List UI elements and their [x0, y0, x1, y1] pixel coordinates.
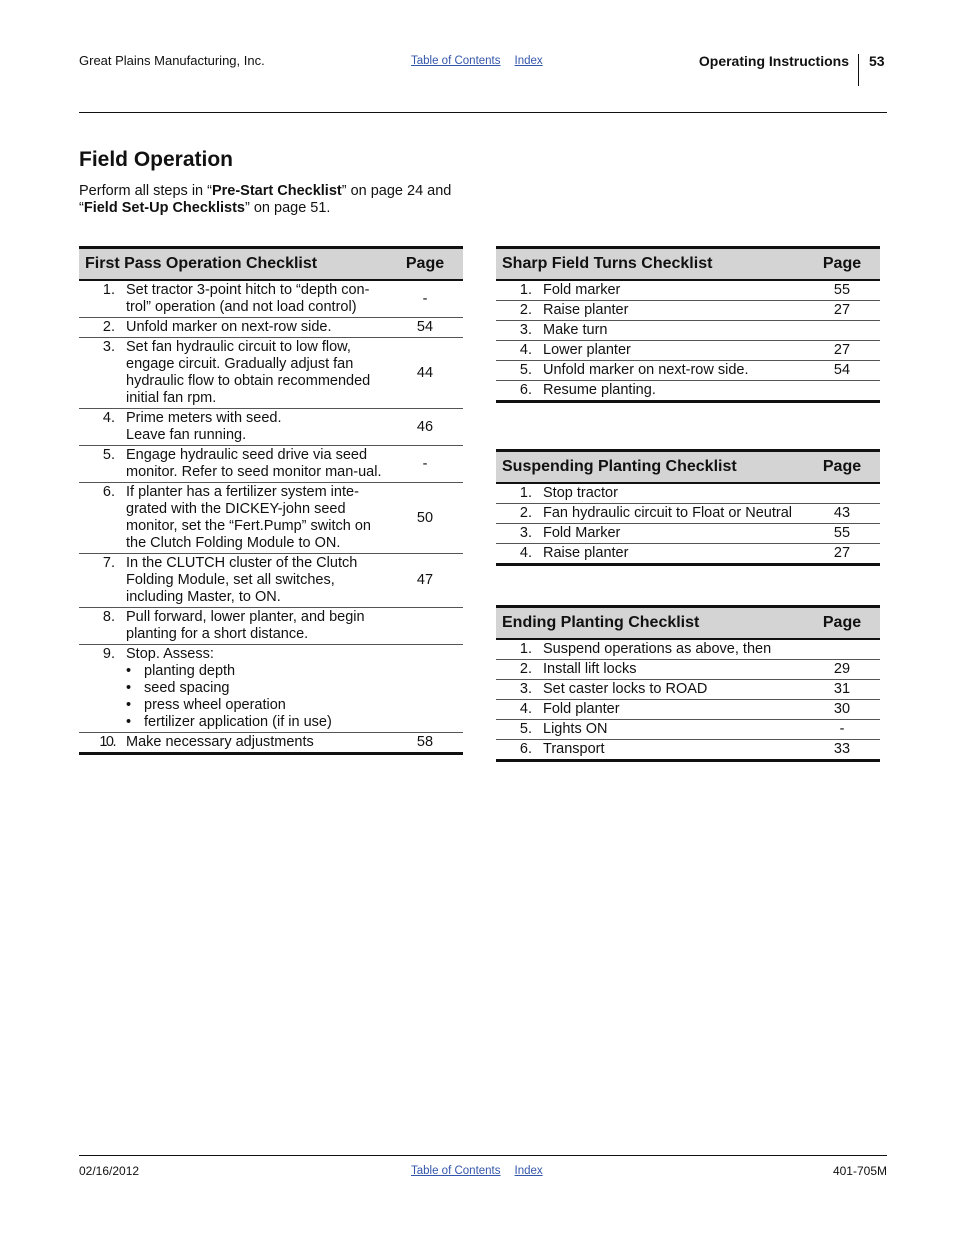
- step-text: [532, 544, 804, 565]
- step-description: Stop. Assess:: [126, 646, 214, 662]
- table-row: [79, 318, 463, 338]
- page-reference: [387, 645, 463, 733]
- header-rule: [79, 112, 887, 113]
- step-text: [532, 504, 804, 524]
- page-column-header: Page: [387, 248, 463, 281]
- page-reference: 54: [387, 318, 463, 338]
- step-description: Set fan hydraulic circuit to low flow, engage circuit. Gradually adjust fan hydraulic flow to obtain recommended initial fan rpm.: [126, 339, 371, 406]
- step-number: 1.: [519, 485, 532, 501]
- sharp-field-turns-checklist-table: [496, 246, 880, 403]
- table-of-contents-link[interactable]: Table of Contents: [411, 1165, 501, 1177]
- step-description: Prime meters with seed.: [126, 410, 282, 426]
- table-row: [79, 483, 463, 554]
- table-row: [496, 321, 880, 341]
- table-row: [79, 446, 463, 483]
- step-number: 2.: [496, 660, 532, 680]
- table-row: [79, 280, 463, 318]
- page-reference: 33: [804, 740, 880, 761]
- intro-text-3: ” on page 51.: [245, 200, 331, 216]
- step-text: [532, 700, 804, 720]
- table-title: First Pass Operation Checklist: [79, 248, 387, 281]
- step-description: Lower planter: [543, 342, 631, 358]
- step-number: 1.: [519, 282, 532, 298]
- page-reference: 43: [804, 504, 880, 524]
- suspending-planting-checklist-table: [496, 449, 880, 566]
- table-of-contents-link[interactable]: Table of Contents: [411, 55, 501, 67]
- step-number: 6.: [496, 740, 532, 761]
- page-reference: 27: [804, 544, 880, 565]
- page-reference: -: [422, 290, 428, 307]
- step-description: Unfold marker on next-row side.: [543, 362, 749, 378]
- page-reference: [804, 321, 880, 341]
- page-reference: [387, 608, 463, 645]
- step-number: 2.: [496, 301, 532, 321]
- step-number: 4.: [79, 409, 115, 446]
- step-description: Raise planter: [543, 302, 629, 318]
- step-text: [532, 639, 804, 660]
- table-title: Sharp Field Turns Checklist: [496, 248, 804, 281]
- step-description: Unfold marker on next-row side.: [126, 319, 332, 335]
- step-number: 5.: [496, 361, 532, 381]
- table-title: Ending Planting Checklist: [496, 607, 804, 640]
- step-number: 3.: [496, 680, 532, 700]
- step-number: 1.: [519, 641, 532, 657]
- table-row: [496, 381, 880, 402]
- page-reference: 30: [804, 700, 880, 720]
- header-divider: [858, 54, 859, 86]
- table-row: [79, 608, 463, 645]
- step-text: [115, 446, 387, 483]
- step-text: [115, 338, 387, 409]
- step-number: 8.: [79, 608, 115, 645]
- step-text: [115, 554, 387, 608]
- table-row: [496, 720, 880, 740]
- step-text: [115, 318, 387, 338]
- page-column-header: Page: [804, 451, 880, 484]
- step-number: 1.: [102, 282, 115, 298]
- table-row: [79, 338, 463, 409]
- step-number: 7.: [79, 554, 115, 608]
- step-description: Engage hydraulic seed drive via seed monitor. Refer to seed monitor man-ual.: [126, 447, 382, 480]
- page-reference: 47: [387, 554, 463, 608]
- page-reference: -: [804, 720, 880, 740]
- publication-date: 02/16/2012: [79, 1164, 140, 1178]
- step-description: Set tractor 3-point hitch to “depth con-trol” operation (and not load control): [126, 282, 370, 315]
- step-description: In the CLUTCH cluster of the Clutch Folding Module, set all switches, including Master, to ON.: [126, 555, 358, 605]
- page-reference: 46: [387, 409, 463, 446]
- step-description: Fan hydraulic circuit to Float or Neutral: [543, 505, 793, 521]
- bullet-item: • fertilizer application (if in use): [126, 714, 383, 731]
- index-link[interactable]: Index: [514, 1165, 543, 1177]
- step-number: 10.: [79, 733, 115, 754]
- table-row: [496, 639, 880, 660]
- step-description: Set caster locks to ROAD: [543, 681, 708, 697]
- step-text: [532, 720, 804, 740]
- step-text: [532, 660, 804, 680]
- step-description: Raise planter: [543, 545, 629, 561]
- pre-start-checklist-ref: Pre-Start Checklist: [211, 183, 342, 199]
- bullet-item: • press wheel operation: [126, 697, 383, 714]
- table-row: [496, 700, 880, 720]
- page-reference: 54: [804, 361, 880, 381]
- step-description: Lights ON: [543, 721, 608, 737]
- footer-nav-links: [411, 1165, 543, 1177]
- step-number: 4.: [496, 341, 532, 361]
- table-row: [79, 409, 463, 446]
- step-description: Resume planting.: [543, 382, 656, 398]
- step-description: Make turn: [543, 322, 608, 338]
- table-row: [79, 733, 463, 754]
- step-text: [532, 361, 804, 381]
- section-title: Operating Instructions: [698, 53, 849, 69]
- step-number: 6.: [496, 381, 532, 402]
- page-reference: 31: [804, 680, 880, 700]
- step-text: [532, 321, 804, 341]
- table-row: [496, 483, 880, 504]
- intro-paragraph: [79, 183, 469, 217]
- page-reference: -: [387, 446, 463, 483]
- intro-text-2: ” on page 24 and “: [79, 183, 452, 216]
- page-reference: [804, 483, 880, 504]
- page-reference: 29: [804, 660, 880, 680]
- document-number: 401-705M: [832, 1164, 887, 1178]
- company-name: Great Plains Manufacturing, Inc.: [79, 53, 265, 68]
- table-title: Suspending Planting Checklist: [496, 451, 804, 484]
- page-reference: 27: [804, 301, 880, 321]
- step-description: Suspend operations as above, then: [543, 641, 772, 657]
- step-text: [115, 608, 387, 645]
- step-description: Make necessary adjustments: [126, 734, 314, 750]
- ending-planting-checklist-table: [496, 605, 880, 762]
- step-text: [115, 645, 387, 733]
- bullet-item: • seed spacing: [126, 680, 383, 697]
- table-row: [496, 680, 880, 700]
- table-row: [496, 740, 880, 761]
- step-text: [532, 740, 804, 761]
- table-row: [496, 660, 880, 680]
- step-description-line-2: Leave fan running.: [126, 427, 247, 443]
- first-pass-checklist-table: [79, 246, 463, 755]
- footer-rule: [79, 1155, 887, 1156]
- table-row: [496, 504, 880, 524]
- table-row: [496, 361, 880, 381]
- page-column-header: Page: [804, 248, 880, 281]
- table-row: [496, 301, 880, 321]
- header-nav-links: [411, 55, 543, 67]
- page-reference: 50: [387, 483, 463, 554]
- step-description: Stop tractor: [543, 485, 618, 501]
- field-setup-checklists-ref: Field Set-Up Checklists: [83, 200, 245, 216]
- page-reference: 55: [804, 524, 880, 544]
- step-text: [115, 733, 387, 754]
- table-row: [496, 341, 880, 361]
- step-number: 3.: [496, 524, 532, 544]
- step-text: [532, 381, 804, 402]
- page-reference: 55: [833, 282, 851, 298]
- page-reference: [804, 381, 880, 402]
- step-description: Transport: [543, 741, 605, 757]
- page-column-header: Page: [804, 607, 880, 640]
- step-number: 2.: [79, 318, 115, 338]
- intro-text-1: Perform all steps in “: [79, 183, 212, 199]
- page-reference: 58: [387, 733, 463, 754]
- step-text: [532, 680, 804, 700]
- page-reference: 27: [804, 341, 880, 361]
- step-text: [532, 280, 804, 301]
- page-title: Field Operation: [79, 148, 234, 171]
- step-text: [115, 280, 387, 318]
- step-number: 2.: [496, 504, 532, 524]
- step-number: 9.: [79, 645, 115, 733]
- table-row: [79, 645, 463, 733]
- bullet-list: [126, 663, 383, 731]
- step-number: 5.: [496, 720, 532, 740]
- step-text: [532, 483, 804, 504]
- step-description: Fold Marker: [543, 525, 621, 541]
- step-number: 5.: [79, 446, 115, 483]
- step-text: [532, 341, 804, 361]
- step-description: Install lift locks: [543, 661, 637, 677]
- table-row: [496, 280, 880, 301]
- step-text: [532, 301, 804, 321]
- step-number: 6.: [79, 483, 115, 554]
- step-number: 3.: [79, 338, 115, 409]
- table-row: [496, 524, 880, 544]
- step-description: Fold marker: [543, 282, 621, 298]
- step-text: [532, 524, 804, 544]
- step-number: 4.: [496, 700, 532, 720]
- step-text: [115, 409, 387, 446]
- page-reference: 44: [387, 338, 463, 409]
- bullet-item: • planting depth: [126, 663, 383, 680]
- step-text: [115, 483, 387, 554]
- table-row: [79, 554, 463, 608]
- table-row: [496, 544, 880, 565]
- step-number: 3.: [496, 321, 532, 341]
- step-number: 4.: [496, 544, 532, 565]
- step-description: Pull forward, lower planter, and begin planting for a short distance.: [126, 609, 365, 642]
- page-number: 53: [869, 53, 885, 69]
- step-description: If planter has a fertilizer system inte-grated with the DICKEY-john seed monitor, set the “Fert.Pump” switch on the Clutch Folding Module to ON.: [126, 484, 371, 551]
- page-reference: [804, 639, 880, 660]
- index-link[interactable]: Index: [514, 55, 543, 67]
- step-description: Fold planter: [543, 701, 620, 717]
